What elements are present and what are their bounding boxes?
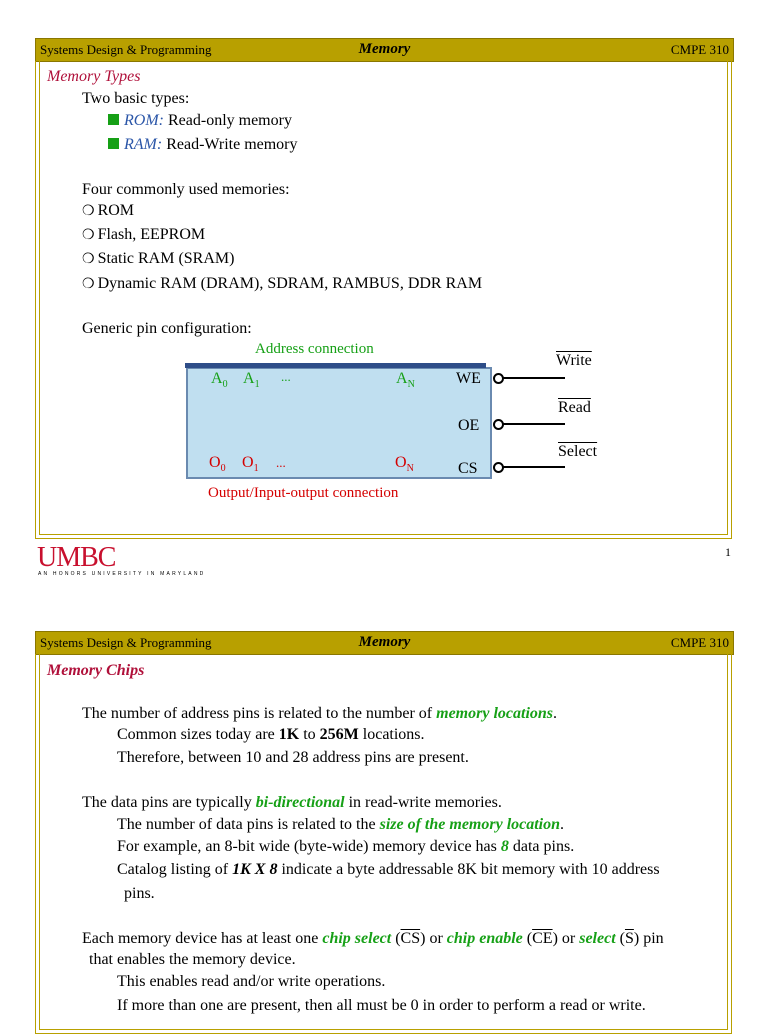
paragraph: Catalog listing of 1K X 8 indicate a byte addressable 8K bit memory with 10 address — [117, 861, 660, 878]
pin-wire — [503, 466, 565, 468]
slide2-header — [35, 631, 734, 655]
section-title: Memory Chips — [47, 662, 145, 679]
signal-select: Select — [558, 443, 598, 460]
circle-bullet-icon: ❍ — [82, 252, 95, 267]
pin-o1: $O_1$ — [242, 454, 259, 475]
paragraph: that enables the memory device. — [89, 951, 296, 968]
basic-type-rom: ROM: Read-only memory — [108, 112, 292, 130]
list-item: ❍ Static RAM (SRAM) — [82, 250, 235, 267]
paragraph: Each memory device has at least one chip select $(\overline{CS})$ or chip enable $(\overline{CE})$ or select $(\overline{S})$ pin — [82, 930, 664, 947]
pin-oe: OE — [458, 417, 480, 434]
memory-chip-diagram — [186, 367, 492, 479]
list-item: ❍ Flash, EEPROM — [82, 226, 206, 243]
pin-an: $A_N$ — [396, 370, 415, 391]
basic-type-ram: RAM: Read-Write memory — [108, 136, 298, 154]
paragraph: The data pins are typically bi-directional in read-write memories. — [82, 794, 502, 811]
umbc-tagline: AN HONORS UNIVERSITY IN MARYLAND — [38, 571, 206, 577]
signal-write: Write — [556, 352, 592, 369]
signal-read: Read — [558, 399, 591, 416]
paragraph: The number of data pins is related to the size of the memory location. — [117, 816, 565, 833]
paragraph: Therefore, between 10 and 28 address pins are present. — [117, 749, 469, 766]
section-title: Memory Types — [47, 68, 141, 85]
paragraph: The number of address pins is related to the number of memory locations. — [82, 705, 558, 722]
paragraph: If more than one are present, then all must be 0 in order to perform a read or write. — [117, 997, 646, 1014]
circle-bullet-icon: ❍ — [82, 204, 95, 219]
pin-o-dots: ... — [276, 455, 286, 470]
list-item: ❍ Dynamic RAM (DRAM), SDRAM, RAMBUS, DDR RAM — [82, 275, 483, 292]
header-course: Systems Design & Programming — [40, 635, 212, 650]
pin-intro: Generic pin configuration: — [82, 320, 252, 337]
list-item: ❍ ROM — [82, 202, 135, 219]
paragraph: This enables read and/or write operations. — [117, 973, 386, 990]
pin-o0: $O_0$ — [209, 454, 226, 475]
common-intro: Four commonly used memories: — [82, 181, 290, 198]
page-number: 1 — [725, 545, 731, 559]
header-course: Systems Design & Programming — [40, 42, 212, 57]
pin-a0: $A_0$ — [211, 370, 228, 391]
pin-cs: CS — [458, 460, 478, 477]
square-bullet-icon — [108, 114, 119, 125]
pin-a-dots: ... — [281, 369, 291, 384]
header-code: CMPE 310 — [670, 42, 729, 57]
pin-we: WE — [456, 370, 481, 387]
paragraph: For example, an 8-bit wide (byte-wide) memory device has 8 data pins. — [117, 838, 575, 855]
slide1-header — [35, 38, 734, 62]
square-bullet-icon — [108, 138, 119, 149]
intro-text: Two basic types: — [82, 90, 190, 107]
header-code: CMPE 310 — [670, 635, 729, 650]
circle-bullet-icon: ❍ — [82, 228, 95, 243]
header-topic: Memory — [358, 41, 411, 57]
pin-wire — [503, 423, 565, 425]
pin-on: $O_N$ — [395, 454, 414, 475]
paragraph: pins. — [124, 885, 155, 902]
pin-a1: $A_1$ — [243, 370, 260, 391]
output-label: Output/Input-output connection — [208, 485, 399, 501]
circle-bullet-icon: ❍ — [82, 277, 95, 292]
pin-wire — [503, 377, 565, 379]
paragraph: Common sizes today are 1K to 256M locations. — [117, 726, 425, 743]
address-label: Address connection — [255, 341, 374, 357]
umbc-logo: UMBC — [37, 542, 116, 573]
header-topic: Memory — [358, 634, 411, 650]
